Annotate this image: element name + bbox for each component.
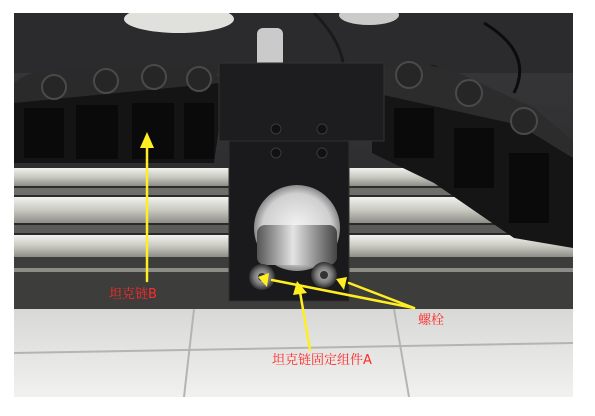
- bolt-label: 螺栓: [418, 313, 445, 328]
- mount-label: 坦克链固定组件A: [272, 353, 372, 368]
- photo: [14, 13, 573, 397]
- drag-chain-left: [14, 65, 224, 163]
- drag-chain-label: 坦克链B: [109, 287, 157, 302]
- photo-scene: [14, 13, 573, 397]
